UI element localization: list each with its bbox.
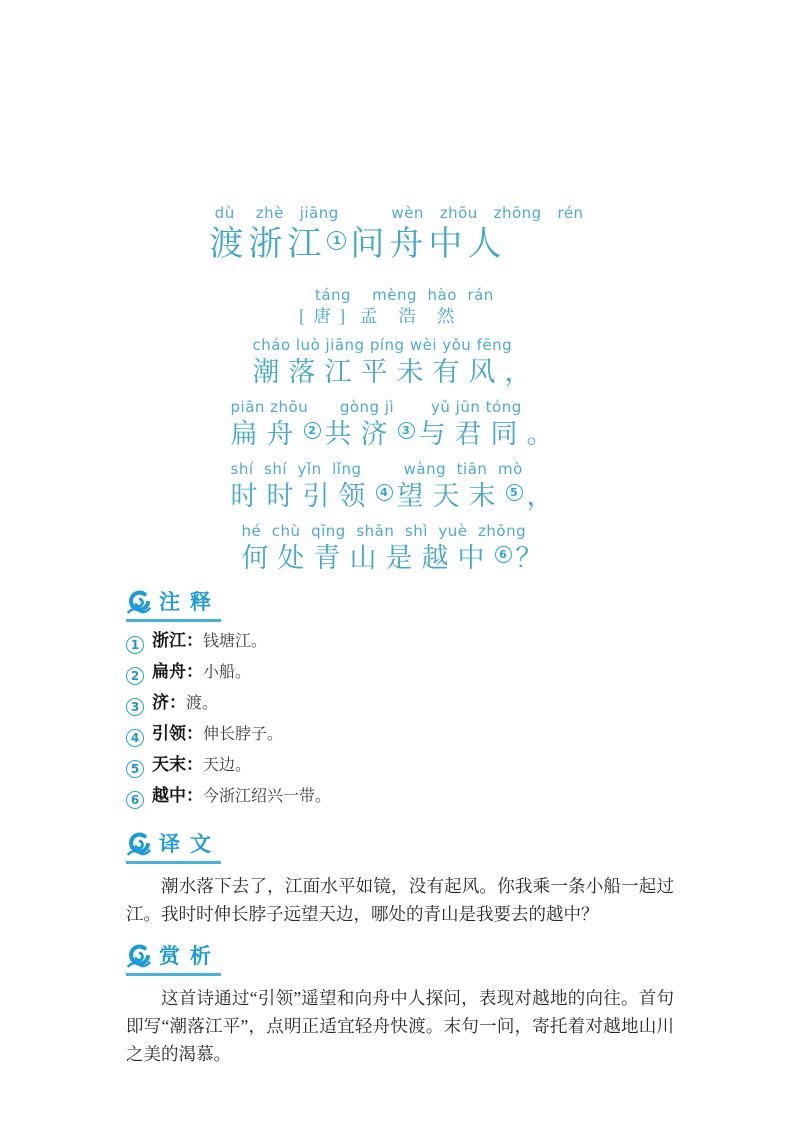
note-item-2	[126, 661, 674, 685]
title-text: 问舟中人	[350, 226, 507, 263]
verse-text: 与君同	[418, 419, 527, 449]
translation-header	[126, 828, 221, 864]
poem-title-row	[0, 204, 793, 266]
poem-line-3-pinyin: shí shí yǐn lǐng wàng tiān mò	[230, 460, 523, 478]
note-marker-circle	[126, 791, 144, 809]
poem-line-3-text	[231, 479, 563, 514]
analysis-title: 赏 析	[159, 945, 213, 968]
note-marker-number: 2	[130, 669, 140, 683]
note-ref-circle-5	[506, 484, 523, 501]
wave-swirl-icon	[126, 943, 152, 969]
note-colon: ：	[169, 693, 186, 712]
poem-line-row	[0, 514, 793, 576]
note-item-5	[126, 754, 674, 778]
note-definition: 渡。	[186, 695, 219, 712]
note-definition: 天边。	[203, 757, 252, 774]
note-colon: ：	[186, 786, 203, 805]
note-colon: ：	[186, 755, 203, 774]
note-marker-circle	[126, 667, 144, 685]
note-marker-circle	[126, 636, 144, 654]
translation-section	[126, 816, 674, 928]
note-colon: ：	[186, 631, 203, 650]
verse-punct: ，	[504, 357, 541, 387]
note-ref-number: 4	[380, 486, 388, 499]
poem-title	[209, 224, 583, 266]
poem-line-1	[253, 336, 541, 390]
verse-punct: 。	[526, 419, 563, 449]
note-ref-circle-1	[327, 231, 346, 250]
poem-author-verse	[299, 286, 494, 328]
poem-line-4-text	[242, 541, 552, 576]
note-item-1	[126, 630, 674, 654]
verse-text: 扁舟	[230, 419, 303, 449]
note-marker-circle	[126, 698, 144, 716]
note-term: 引领	[152, 724, 186, 743]
analysis-header	[126, 940, 221, 976]
note-marker-number: 1	[130, 638, 140, 652]
poem-line-2-pinyin: piān zhōu gòng jì yǔ jūn tóng	[230, 398, 522, 416]
verse-text: 潮落江平未有风	[252, 357, 505, 387]
title-text: 渡浙江	[209, 226, 327, 263]
verse-text: 共济	[324, 419, 397, 449]
note-item-6	[126, 785, 674, 809]
verse-text: 时时引领	[230, 481, 375, 511]
note-item-3	[126, 692, 674, 716]
note-ref-circle-2	[304, 422, 321, 439]
poem-author-row	[0, 266, 793, 328]
notes-header	[126, 586, 221, 622]
note-term: 天末	[152, 755, 186, 774]
poem-title-verse	[209, 204, 583, 266]
note-marker-circle	[126, 760, 144, 778]
poem-line-row	[0, 452, 793, 514]
notes-section	[126, 576, 674, 809]
poem-line-2-text	[231, 417, 563, 452]
note-definition: 今浙江绍兴一带。	[203, 788, 332, 805]
note-definition: 小船。	[203, 664, 252, 681]
notes-list	[126, 630, 674, 809]
note-colon: ：	[186, 662, 203, 681]
poem-line-1-text	[253, 355, 541, 390]
poem-line-row	[0, 390, 793, 452]
note-definition: 钱塘江。	[203, 633, 268, 650]
note-term: 浙江	[152, 631, 186, 650]
notes-title: 注 释	[159, 591, 213, 614]
note-ref-number: 5	[510, 486, 518, 499]
analysis-section	[126, 928, 674, 1068]
author-name: [ 唐 ] 孟 浩 然	[299, 306, 457, 326]
note-term: 济	[152, 693, 169, 712]
analysis-paragraph: 这首诗通过“引领”遥望和向舟中人探问，表现对越地的向往。首句即写“潮落江平”，点明正适宜轻舟快渡。末句一问，寄托着对越地山川之美的渴慕。	[126, 988, 674, 1064]
note-ref-circle-3	[398, 422, 415, 439]
note-marker-number: 3	[130, 700, 140, 714]
poem-line-row	[0, 328, 793, 390]
note-item-4	[126, 723, 674, 747]
note-marker-number: 4	[130, 731, 140, 745]
note-marker-circle	[126, 729, 144, 747]
note-ref-number: 2	[308, 424, 316, 437]
author-pinyin: táng mèng hào rán	[299, 286, 494, 304]
note-ref-number: 1	[333, 234, 341, 247]
poem-line-2	[231, 398, 563, 452]
note-term: 扁舟	[152, 662, 186, 681]
poem-line-4	[242, 522, 552, 576]
note-marker-number: 5	[130, 762, 140, 776]
note-marker-number: 6	[130, 793, 140, 807]
poem-line-3	[231, 460, 563, 514]
poem-line-1-pinyin: cháo luò jiāng píng wèi yǒu fēng	[252, 336, 513, 354]
note-term: 越中	[152, 786, 186, 805]
verse-punct: ，	[526, 481, 563, 511]
translation-paragraph: 潮水落下去了，江面水平如镜，没有起风。你我乘一条小船一起过江。我时时伸长脖子远望天边，哪处的青山是我要去的越中？	[126, 876, 674, 924]
poem-title-pinyin: dù zhè jiāng wèn zhōu zhōng rén	[209, 204, 584, 222]
note-colon: ：	[186, 724, 203, 743]
wave-swirl-icon	[126, 831, 152, 857]
poem-line-4-pinyin: hé chù qīng shān shì yuè zhōng	[241, 522, 527, 540]
wave-swirl-icon	[126, 589, 152, 615]
verse-text: 望天末	[396, 481, 505, 511]
verse-text: 何处青山是越中	[241, 543, 494, 573]
note-ref-circle-4	[376, 484, 393, 501]
note-ref-number: 3	[402, 424, 410, 437]
translation-title: 译 文	[159, 833, 213, 856]
body-sections	[126, 576, 674, 1068]
note-definition: 伸长脖子。	[203, 726, 284, 743]
note-ref-circle-6	[495, 546, 512, 563]
note-ref-number: 6	[499, 548, 507, 561]
verse-punct: ？	[515, 543, 552, 573]
